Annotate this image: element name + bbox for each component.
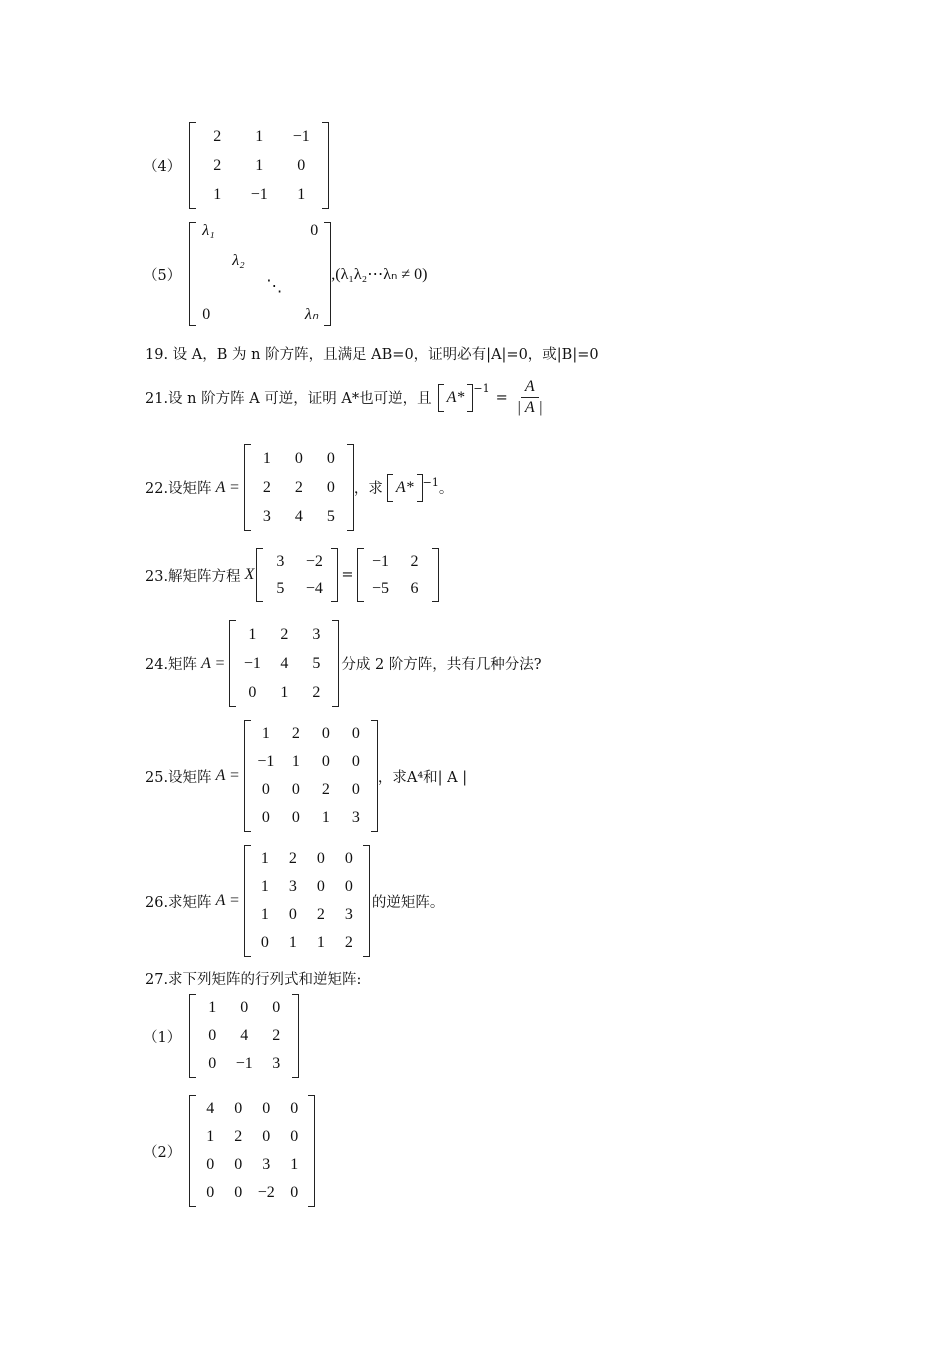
zero-bottom-left: 0 bbox=[202, 306, 211, 323]
denominator: | A | bbox=[516, 399, 543, 416]
q27-part1 bbox=[143, 994, 299, 1078]
matrix-cell: −1 bbox=[243, 654, 261, 672]
matrix-cell: 1 bbox=[291, 753, 300, 770]
right-matrix bbox=[357, 548, 439, 602]
matrix-cell: 5 bbox=[326, 507, 335, 525]
matrix-grid bbox=[251, 444, 347, 531]
diagonal-matrix bbox=[189, 222, 331, 326]
q18-part4 bbox=[143, 122, 329, 209]
matrix-cell: 0 bbox=[240, 999, 249, 1016]
question-label: 24.矩阵 bbox=[145, 657, 198, 673]
matrix-cell: 2 bbox=[321, 781, 330, 798]
matrix-row bbox=[236, 678, 332, 707]
matrix bbox=[244, 720, 378, 832]
matrix-cell: 3 bbox=[276, 552, 285, 570]
matrix-row bbox=[251, 502, 347, 531]
matrix-cell: 1 bbox=[255, 127, 264, 145]
matrix-cell: 2 bbox=[312, 683, 321, 701]
matrix-cell: 3 bbox=[288, 878, 297, 895]
question-23 bbox=[145, 548, 439, 602]
matrix-row bbox=[251, 804, 371, 832]
matrix-row bbox=[236, 649, 332, 678]
left-matrix bbox=[256, 548, 338, 602]
matrix-cell: 0 bbox=[208, 1055, 217, 1072]
after-text: 的逆矩阵。 bbox=[371, 894, 445, 911]
matrix-cell: 0 bbox=[344, 850, 353, 867]
matrix-cell: 2 bbox=[410, 552, 419, 570]
matrix-cell: 2 bbox=[294, 478, 303, 496]
matrix-cell: 3 bbox=[262, 1156, 271, 1173]
matrix-cell: 1 bbox=[260, 850, 269, 867]
matrix-cell: 1 bbox=[262, 449, 271, 467]
matrix-cell: 0 bbox=[208, 1027, 217, 1044]
matrix-cell: 3 bbox=[262, 507, 271, 525]
matrix-cell: 3 bbox=[272, 1055, 281, 1072]
matrix-cell: 0 bbox=[326, 449, 335, 467]
matrix-cell: 1 bbox=[297, 185, 306, 203]
matrix-row bbox=[263, 575, 331, 602]
matrix-cell: 0 bbox=[261, 781, 270, 798]
matrix-grid bbox=[196, 994, 292, 1078]
matrix-cell: 0 bbox=[316, 850, 325, 867]
matrix-cell: −2 bbox=[257, 1184, 275, 1201]
matrix-cell: 2 bbox=[213, 127, 222, 145]
matrix-row bbox=[196, 1179, 308, 1207]
after-text: ，求A⁴和| A | bbox=[377, 769, 468, 786]
matrix-var: A = bbox=[215, 767, 240, 784]
matrix-cell: 1 bbox=[208, 999, 217, 1016]
q27-part2 bbox=[143, 1095, 315, 1207]
question-label: 25.设矩阵 bbox=[145, 769, 212, 786]
matrix-cell: −1 bbox=[235, 1055, 253, 1072]
question-24 bbox=[145, 620, 542, 707]
matrix-cell: 0 bbox=[262, 1128, 271, 1145]
matrix-cell: 0 bbox=[351, 781, 360, 798]
matrix-cell: 0 bbox=[234, 1184, 243, 1201]
part-label: （2） bbox=[143, 1144, 182, 1161]
matrix-grid bbox=[251, 845, 363, 957]
matrix-row bbox=[251, 444, 347, 473]
question-25 bbox=[145, 720, 467, 832]
matrix-row bbox=[251, 473, 347, 502]
matrix-cell: 1 bbox=[288, 934, 297, 951]
matrix bbox=[244, 845, 370, 957]
matrix-cell: 1 bbox=[255, 156, 264, 174]
matrix-cell: 2 bbox=[316, 906, 325, 923]
matrix-row bbox=[196, 1151, 308, 1179]
question-label: 26.求矩阵 bbox=[145, 894, 212, 911]
matrix-cell: −1 bbox=[250, 185, 268, 203]
matrix-cell: 0 bbox=[294, 449, 303, 467]
matrix-cell: 0 bbox=[321, 725, 330, 742]
matrix-cell: 2 bbox=[262, 478, 271, 496]
matrix-row bbox=[196, 1050, 292, 1078]
fraction bbox=[517, 378, 543, 417]
question-label: 23.解矩阵方程 bbox=[145, 568, 241, 585]
matrix-grid bbox=[196, 122, 322, 209]
equals-sign: = bbox=[495, 389, 508, 406]
matrix-cell: 0 bbox=[290, 1100, 299, 1117]
matrix-row bbox=[251, 720, 371, 748]
matrix-cell: 2 bbox=[272, 1027, 281, 1044]
matrix-row bbox=[196, 1123, 308, 1151]
matrix-row bbox=[263, 548, 331, 575]
matrix-cell: 0 bbox=[291, 781, 300, 798]
matrix-row bbox=[364, 575, 432, 602]
matrix-row bbox=[364, 548, 432, 575]
ddots: ⋱ bbox=[266, 278, 283, 295]
matrix-grid bbox=[196, 1095, 308, 1207]
matrix-cell: 1 bbox=[260, 906, 269, 923]
matrix bbox=[189, 994, 299, 1078]
matrix-cell: 2 bbox=[288, 850, 297, 867]
matrix-cell: −1 bbox=[371, 552, 390, 570]
matrix-cell: 4 bbox=[240, 1027, 249, 1044]
matrix-cell: 1 bbox=[261, 725, 270, 742]
matrix-cell: 2 bbox=[291, 725, 300, 742]
part-label: （1） bbox=[143, 1029, 182, 1046]
matrix-cell: 0 bbox=[290, 1128, 299, 1145]
matrix-cell: 0 bbox=[297, 156, 306, 174]
numerator: A bbox=[521, 378, 539, 398]
matrix-var: X bbox=[244, 566, 255, 583]
matrix-cell: 3 bbox=[351, 809, 360, 826]
part-label: （4） bbox=[143, 159, 182, 175]
q18-part5 bbox=[143, 222, 427, 326]
matrix-row bbox=[196, 1095, 308, 1123]
after-text: ，求 bbox=[353, 481, 383, 497]
part-label: （5） bbox=[143, 267, 182, 284]
matrix-cell: 1 bbox=[280, 683, 289, 701]
matrix-cell: 0 bbox=[351, 725, 360, 742]
matrix-cell: 0 bbox=[272, 999, 281, 1016]
matrix-cell: 0 bbox=[344, 878, 353, 895]
question-22 bbox=[145, 444, 453, 531]
matrix-cell: 1 bbox=[316, 934, 325, 951]
matrix-cell: 0 bbox=[262, 1100, 271, 1117]
matrix-cell: 0 bbox=[288, 906, 297, 923]
question-text: 21.设 n 阶方阵 A 可逆，证明 A*也可逆，且 bbox=[145, 391, 432, 407]
matrix-var: A = bbox=[215, 478, 240, 496]
inverse-exponent: −1 bbox=[422, 476, 439, 489]
matrix-cell: 0 bbox=[261, 809, 270, 826]
zero-top-right: 0 bbox=[310, 222, 319, 239]
matrix-cell: 0 bbox=[291, 809, 300, 826]
matrix-cell: 0 bbox=[248, 683, 257, 701]
question-27-heading: 27.求下列矩阵的行列式和逆矩阵: bbox=[145, 972, 362, 988]
end-punct: 。 bbox=[438, 481, 454, 497]
matrix-cell: 2 bbox=[344, 934, 353, 951]
question-19: 19. 设 A，B 为 n 阶方阵，且满足 AB=0，证明必有|A|=0，或|B|=0 bbox=[145, 347, 599, 363]
inverse-exponent: −1 bbox=[473, 382, 490, 395]
matrix-cell: 1 bbox=[260, 878, 269, 895]
matrix-cell: 5 bbox=[276, 579, 285, 597]
matrix-cell: 2 bbox=[213, 156, 222, 174]
matrix-cell: 0 bbox=[206, 1156, 215, 1173]
question-26 bbox=[145, 845, 444, 957]
matrix-cell: 0 bbox=[351, 753, 360, 770]
matrix-cell: −1 bbox=[292, 127, 310, 145]
matrix-row bbox=[251, 873, 363, 901]
matrix-cell: 0 bbox=[206, 1184, 215, 1201]
matrix-grid bbox=[236, 620, 332, 707]
matrix-row bbox=[251, 901, 363, 929]
matrix-row bbox=[251, 845, 363, 873]
matrix-cell: 0 bbox=[290, 1184, 299, 1201]
matrix-row bbox=[251, 776, 371, 804]
adjugate: A* bbox=[446, 388, 465, 406]
matrix-row bbox=[236, 620, 332, 649]
matrix-grid bbox=[251, 720, 371, 832]
matrix-cell: 1 bbox=[290, 1156, 299, 1173]
matrix-row bbox=[196, 151, 322, 180]
matrix-grid bbox=[364, 548, 432, 602]
matrix-cell: 0 bbox=[234, 1100, 243, 1117]
condition: ,(λ₁λ₂⋯λₙ ≠ 0) bbox=[331, 266, 428, 283]
matrix bbox=[189, 1095, 315, 1207]
matrix-cell: 1 bbox=[248, 625, 257, 643]
matrix-row bbox=[196, 994, 292, 1022]
matrix bbox=[244, 444, 354, 531]
matrix-cell: 4 bbox=[294, 507, 303, 525]
lambda-n: λₙ bbox=[304, 306, 319, 323]
matrix-cell: 6 bbox=[410, 579, 419, 597]
matrix-cell: 5 bbox=[312, 654, 321, 672]
matrix-row bbox=[196, 180, 322, 209]
matrix-cell: 2 bbox=[234, 1128, 243, 1145]
matrix-cell: −2 bbox=[305, 552, 323, 570]
matrix-cell: 4 bbox=[280, 654, 289, 672]
matrix-cell: 0 bbox=[234, 1156, 243, 1173]
matrix-cell: 2 bbox=[280, 625, 289, 643]
matrix-cell: 0 bbox=[326, 478, 335, 496]
matrix-cell: 0 bbox=[260, 934, 269, 951]
matrix-row bbox=[196, 122, 322, 151]
after-text: 分成 2 阶方阵，共有几种分法? bbox=[341, 657, 542, 673]
matrix-cell: 1 bbox=[321, 809, 330, 826]
matrix-cell: −4 bbox=[305, 579, 323, 597]
matrix-cell: −1 bbox=[257, 753, 275, 770]
matrix-var: A = bbox=[201, 654, 226, 672]
matrix-row bbox=[251, 748, 371, 776]
matrix-cell: 4 bbox=[206, 1100, 215, 1117]
matrix-cell: 0 bbox=[321, 753, 330, 770]
matrix-cell: 1 bbox=[206, 1128, 215, 1145]
matrix bbox=[229, 620, 339, 707]
question-21 bbox=[145, 378, 546, 417]
lambda-1: λ₁ bbox=[202, 222, 215, 239]
matrix-grid bbox=[263, 548, 331, 602]
matrix-var: A = bbox=[215, 892, 240, 909]
equals-sign: = bbox=[341, 567, 354, 583]
matrix bbox=[189, 122, 329, 209]
question-label: 22.设矩阵 bbox=[145, 481, 212, 497]
lambda-2: λ₂ bbox=[232, 252, 245, 269]
matrix-cell: 3 bbox=[312, 625, 321, 643]
matrix-cell: 1 bbox=[213, 185, 222, 203]
matrix-cell: 3 bbox=[344, 906, 353, 923]
matrix-row bbox=[251, 929, 363, 957]
matrix-cell: 0 bbox=[316, 878, 325, 895]
matrix-row bbox=[196, 1022, 292, 1050]
adjugate: A* bbox=[395, 478, 414, 496]
matrix-cell: −5 bbox=[371, 579, 390, 597]
